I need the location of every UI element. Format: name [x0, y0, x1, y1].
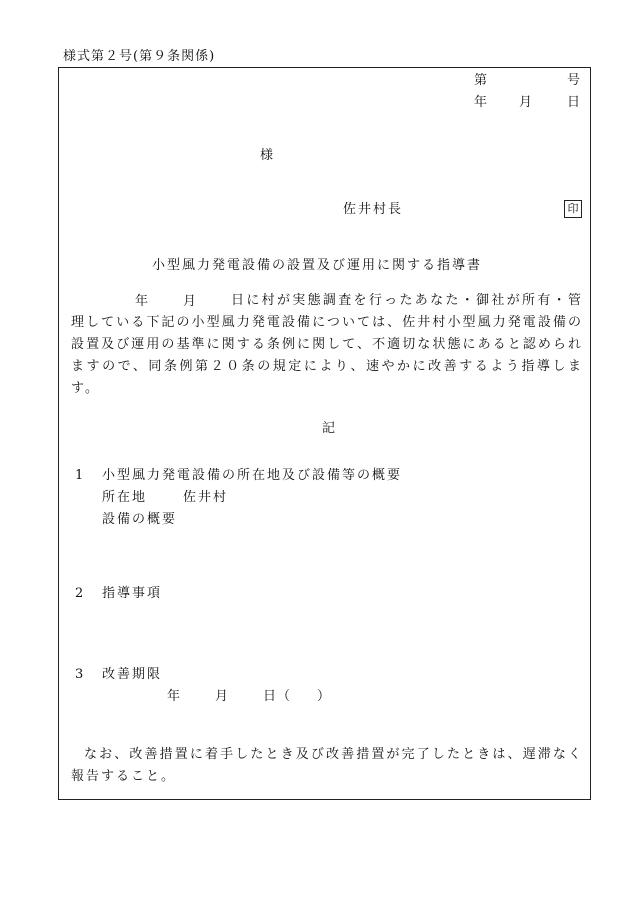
item2-heading: 指導事項: [102, 586, 163, 601]
body-text: 日に村が実態調査を行ったあなた・御社が所有・管理している下記の小型風力発電設備については、佐井村小型風力発電設備の設置及び運用の基準に関する条例に関して、不適切な状態にあると認められますので、同条例第２０条の規定により、速やかに改善するよう指導します。: [71, 293, 583, 396]
sender-name: 佐井村長: [343, 202, 404, 217]
form-label: 様式第２号(第９条関係): [63, 49, 216, 64]
addressee-suffix: 様: [260, 148, 274, 163]
item1-heading: 小型風力発電設備の所在地及び設備等の概要: [102, 468, 403, 483]
body-paragraph: [71, 290, 583, 400]
body-date-year: 年: [135, 294, 149, 309]
deadline-paren-close: ）: [317, 689, 331, 704]
item1-location-value: 佐井村: [183, 490, 229, 505]
body-date-month: 月: [183, 294, 197, 309]
date-day-label: 日: [567, 95, 581, 110]
ki-heading: 記: [322, 421, 336, 436]
deadline-day: 日: [263, 689, 277, 704]
closing-note-text: なお、改善措置に着手したとき及び改善措置が完了したときは、遅滞なく報告すること。: [71, 747, 583, 784]
item1-overview-label: 設備の概要: [102, 512, 178, 527]
deadline-year: 年: [167, 689, 181, 704]
seal-mark: 印: [564, 200, 582, 218]
number-prefix: 第: [474, 73, 488, 88]
date-month-label: 月: [519, 95, 533, 110]
number-suffix: 号: [567, 73, 581, 88]
closing-note: [71, 744, 583, 788]
item2-number: 2: [75, 586, 84, 601]
date-year-label: 年: [474, 95, 488, 110]
deadline-month: 月: [215, 689, 229, 704]
item1-location-label: 所在地: [102, 490, 148, 505]
deadline-paren-open: （: [277, 689, 291, 704]
item3-heading: 改善期限: [102, 667, 163, 682]
item3-number: 3: [75, 667, 84, 682]
document-title: 小型風力発電設備の設置及び運用に関する指導書: [152, 258, 483, 273]
item1-number: 1: [75, 468, 84, 483]
